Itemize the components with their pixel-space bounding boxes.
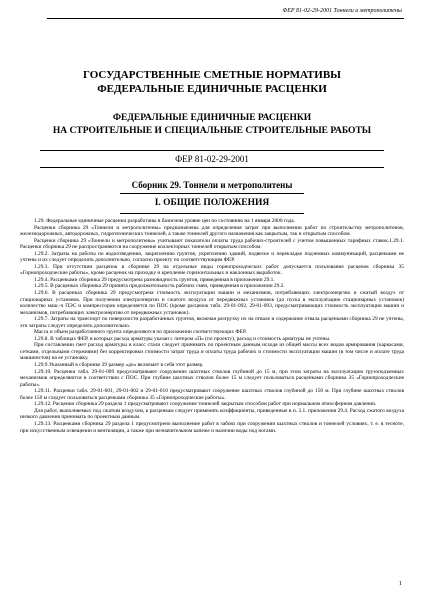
title-line-4: НА СТРОИТЕЛЬНЫЕ И СПЕЦИАЛЬНЫЕ СТРОИТЕЛЬНЫЕ РАБОТЫ	[52, 126, 372, 136]
page-number: 1	[398, 580, 402, 587]
paragraph: 1.29.3. При отсутствии расценок в сборнике 29 на отдельные виды горнопроходческих работ допускается пользование расценок сборника 35 «Горнопроходческие работы», кроме расценок на проходку и крепление горизонтальных и наклонных выработок.	[20, 263, 404, 277]
paragraph: Расценки сборника 29 «Тоннели и метрополитены» учитывают показатели оплаты труда рабочих-строителей с учетом повышенных тарифных ставок.1.29.1. Расценки сборника 29 не распространяются на сооружение коллекторных тоннелей открытым способом.	[20, 237, 404, 251]
paragraph: Расценки сборника 29 «Тоннели и метрополитены» предназначены для определения затрат при выполнении работ по строительству метрополитенов, железнодорожных, автодорожных, гидротехнических тоннелей, а также тоннелей другого назначения как закрытым, так и открытым способом.	[20, 224, 404, 238]
paragraph: 1.29.11. Расценки табл. 29-01-001, 29-01-002 и 29-01-010 предусматривают сооружение шахтных стволов глубиной до 150 м. При глубине шахтных стволов более 150 м следует пользоваться расценками сборника 35 «Горнопроходческие работы».	[20, 388, 404, 401]
title-line-2: ФЕДЕРАЛЬНЫЕ ЕДИНИЧНЫЕ РАСЦЕНКИ	[97, 83, 327, 95]
title-line-3: ФЕДЕРАЛЬНЫЕ ЕДИНИЧНЫЕ РАСЦЕНКИ	[112, 113, 312, 123]
sub-title	[20, 112, 404, 138]
paragraph: 1.29.4. Расценками сборника 29 предусмотрена разновидность грунтов, приведенная в приложении 29.1.	[34, 276, 275, 283]
paragraph: Масса и объем разработанного грунта определяются по приложении соответствующих ФЕР.	[34, 329, 247, 336]
section-rule-bottom	[120, 213, 304, 214]
paragraph: 1.29.13. Расценками сборника 29 раздела 1 предусмотрено выполнение работ в забоях при сооружении шахтных стволов и тоннелей условиях, т. е. в тесноте, при искусственным освещении и вентиляции, а также при незначительном капеже и наличии воды под ногами.	[20, 420, 404, 434]
section-heading: I. ОБЩИЕ ПОЛОЖЕНИЯ	[154, 198, 270, 208]
document-code: ФЕР 81-02-29-2001	[40, 150, 384, 168]
main-title	[20, 68, 404, 96]
paragraph: 1.29.7. Затраты на транспорт по поверхности разработанных грунтов, включая разгрузку их на отвале и содержание отвала расценками сборника 29 не учтены, эти затраты следует определять дополнительно.	[20, 316, 404, 329]
running-header: ФЕР 81-02-29-2001 Тоннели и метрополитены	[282, 8, 402, 14]
paragraph: 1.29.2. Затраты на работы по водоотведению, закреплению грунтов, укреплению зданий, подвеске и перекладке подземных коммуникаций, расценками не учтены и их следует определять дополнительно, согласно проекту по соответствующим ФЕР.	[20, 250, 404, 264]
paragraph: 1.29.12. Расценки сборника 29 раздела 1 предусматривают сооружение тоннелей закрытым способом работ при нормальном атмосферном давлении.	[34, 401, 377, 408]
paragraph: 1.29.5. В расценках сборника 29 принята продолжительность рабочих смен, приведенная в приложении 29.2.	[34, 283, 285, 290]
title-line-1: ГОСУДАРСТВЕННЫЕ СМЕТНЫЕ НОРМАТИВЫ	[83, 69, 341, 81]
paragraph: 1.29.6. В расценках сборника 29 предусмотрена стоимость эксплуатации машин и механизмов, потребляющих электроэнергию и сжатый воздух от стационарных установок. При получении электроэнергии и сжатого воздуха от передвижных установок (до пуска в эксплуатацию стационарных установок) количество маш.-ч ПЭС и компрессоров определяется по ПОС (кроме расценок табл. 29-01-092, 29-01-093, предусматривающих стоимость эксплуатации машин и механизмов, потребляющих электроэнергию от передвижных установок).	[20, 290, 404, 316]
paragraph: 1.29.10. Расценки табл. 29-01-009 предусматривают сооружение шахтных стволов глубиной до 15 м, при этом затраты на эксплуатацию грузоподъемных механизмов определяются в соответствии с ПОС. При глубине шахтных стволов более 15 м следует пользоваться расценками сборника 35 «Горнопроходческие работы».	[20, 368, 404, 388]
collection-title: Сборник 29. Тоннели и метрополитены	[131, 180, 293, 190]
paragraph: При составлении смет расход арматуры и класс стали следует принимать по проектным данным исходя из общей массы всех видов армирования (каркасами, сетками, отдельными стержнями) без корректировки стоимости затрат труда и оплаты труда рабочих и стоимости эксплуатации машин (в том числе и оплате труда машинистов) на ее установку.	[20, 342, 404, 362]
body-text	[20, 218, 404, 434]
paragraph: 1.29.8. В таблицах ФЕР, в которых расход арматуры указан с литером «П» (по проекту), расход и стоимость арматуры не учтены.	[34, 335, 331, 342]
paragraph: 1.29.9.Указанный в сборнике 29 размер «до» включает в себя этот размер.	[34, 362, 204, 369]
paragraph: Для работ, выполняемых под сжатым воздухом, к расценкам следует применять коэффициенты, приведенные в п. 3.1. приложения 29.4. Расход сжатого воздуха низкого давления принимать по проектным данным.	[20, 407, 404, 421]
section-rule-top	[120, 193, 304, 194]
paragraph: 1.29. Федеральные единичные расценки разработаны в базисном уровне цен по состоянию на 1 января 2000 года.	[34, 218, 296, 224]
header-divider	[47, 18, 404, 19]
